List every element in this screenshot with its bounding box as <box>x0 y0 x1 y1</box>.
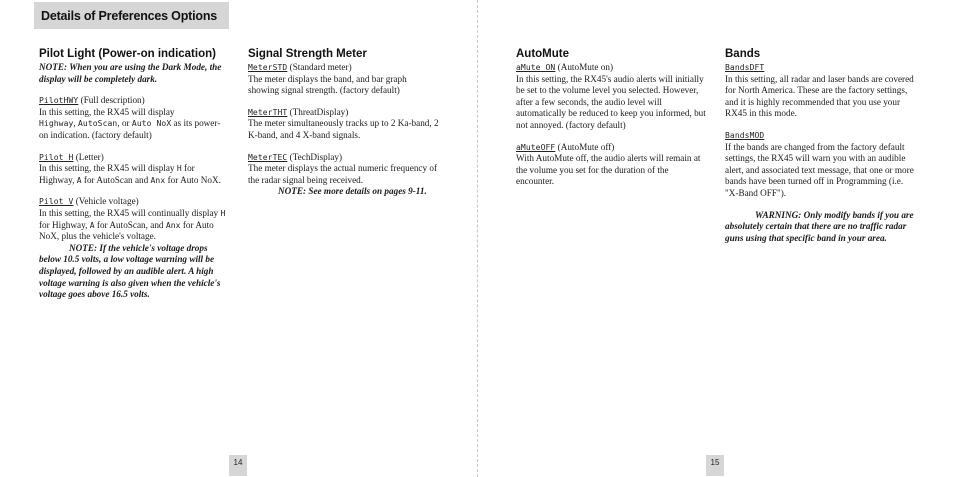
bands-dft-code: BandsDFT <box>725 63 765 72</box>
automute-off-label <box>516 142 708 154</box>
pilot-v-text: In this setting, the RX45 will continually display H for Highway, A for AutoScan, and Anx for Auto NoX, plus the vehicle's voltage. <box>39 207 226 242</box>
section-banner <box>34 2 229 29</box>
pilot-v-label <box>39 196 229 208</box>
bands-section <box>725 48 915 244</box>
bands-warning: WARNING: Only modify bands if you are absolutely certain that there are no traffic radar guns using that specific band in your area. <box>725 209 914 243</box>
meter-std-desc: (Standard meter) <box>289 62 352 72</box>
automute-off-desc: (AutoMute off) <box>557 141 615 152</box>
page-title: Details of Preferences Options <box>41 9 218 23</box>
page-number-left: 14 <box>229 455 247 476</box>
automute-heading: AutoMute <box>516 48 570 60</box>
pilot-h-desc: (Letter) <box>75 151 104 162</box>
bands-dft-label <box>725 62 915 74</box>
meter-tec-desc: (TechDisplay) <box>289 151 343 162</box>
meter-tht-label <box>248 107 440 119</box>
pilot-hwy-text: In this setting, the RX45 will display Highway, AutoScan, or Auto NoX as its power-on indication. (factory default) <box>39 106 221 140</box>
automute-on-label <box>516 62 708 74</box>
bands-dft-text: In this setting, all radar and laser bands are covered for North America. These are the factory settings, and it is highly recommended that you use your RX45 in this mode. <box>725 73 914 119</box>
automute-off-text: With AutoMute off, the audio alerts will remain at the volume you set for the duration of the encounter. <box>516 153 701 187</box>
dark-mode-note: NOTE: When you are using the Dark Mode, the display will be completely dark. <box>39 62 222 84</box>
voltage-note: NOTE: If the vehicle's voltage drops below 10.5 volts, a low voltage warning will be displayed, followed by an audible alert. A high voltage warning is also given when the vehicle's voltage goes above 16.5 volts. <box>39 242 221 300</box>
pilot-light-heading: Pilot Light (Power-on indication) <box>39 48 216 60</box>
bands-heading: Bands <box>725 48 761 60</box>
page-divider <box>477 0 478 477</box>
page-number-right: 15 <box>706 455 724 476</box>
meter-tec-label <box>248 152 440 164</box>
meter-note: NOTE: See more details on pages 9-11. <box>278 186 427 197</box>
meter-std-code: MeterSTD <box>248 63 288 72</box>
meter-tht-code: MeterTHT <box>248 107 288 117</box>
automute-on-text: In this setting, the RX45's audio alerts will initially be set to the volume level you selected. However, after a few seconds, the audio level will automatically be reduced to keep you informed, but not annoyed. (factory default) <box>516 73 706 130</box>
bands-mod-code: BandsMOD <box>725 130 765 140</box>
bands-mod-label <box>725 130 915 142</box>
automute-on-code: aMute ON <box>516 63 556 72</box>
signal-meter-heading: Signal Strength Meter <box>248 48 367 60</box>
meter-tht-text: The meter simultaneously tracks up to 2 Ka-band, 2 K-band, and 4 X-band signals. <box>248 118 439 140</box>
pilot-hwy-desc: (Full description) <box>80 95 145 106</box>
pilot-h-text: In this setting, the RX45 will display H for Highway, A for AutoScan and Anx for Auto NoX. <box>39 163 221 185</box>
automute-on-desc: (AutoMute on) <box>557 62 614 72</box>
pilot-h-code: Pilot H <box>39 152 74 162</box>
meter-std-text: The meter displays the band, and bar graph showing signal strength. (factory default) <box>248 73 407 96</box>
meter-tec-code: MeterTEC <box>248 152 288 162</box>
automute-off-code: aMuteOFF <box>516 142 556 152</box>
bands-mod-text: If the bands are changed from the factory default settings, the RX45 will warn you with an audible alert, and associated text message, that one or more bands have been turned off in Programming (i.e. "X-Band OFF"). <box>725 141 914 198</box>
meter-tec-text: The meter displays the actual numeric frequency of the radar signal being received. <box>248 163 438 185</box>
automute-section <box>516 48 708 188</box>
pilot-h-label <box>39 152 229 164</box>
pilot-hwy-label <box>39 95 229 107</box>
pilot-v-desc: (Vehicle voltage) <box>75 196 139 207</box>
pilot-hwy-code: PilotHWY <box>39 96 79 106</box>
signal-meter-section <box>248 48 440 198</box>
pilot-v-code: Pilot V <box>39 197 74 207</box>
meter-std-label <box>248 62 440 74</box>
pilot-light-section <box>39 48 229 301</box>
meter-tht-desc: (ThreatDisplay) <box>289 106 349 117</box>
